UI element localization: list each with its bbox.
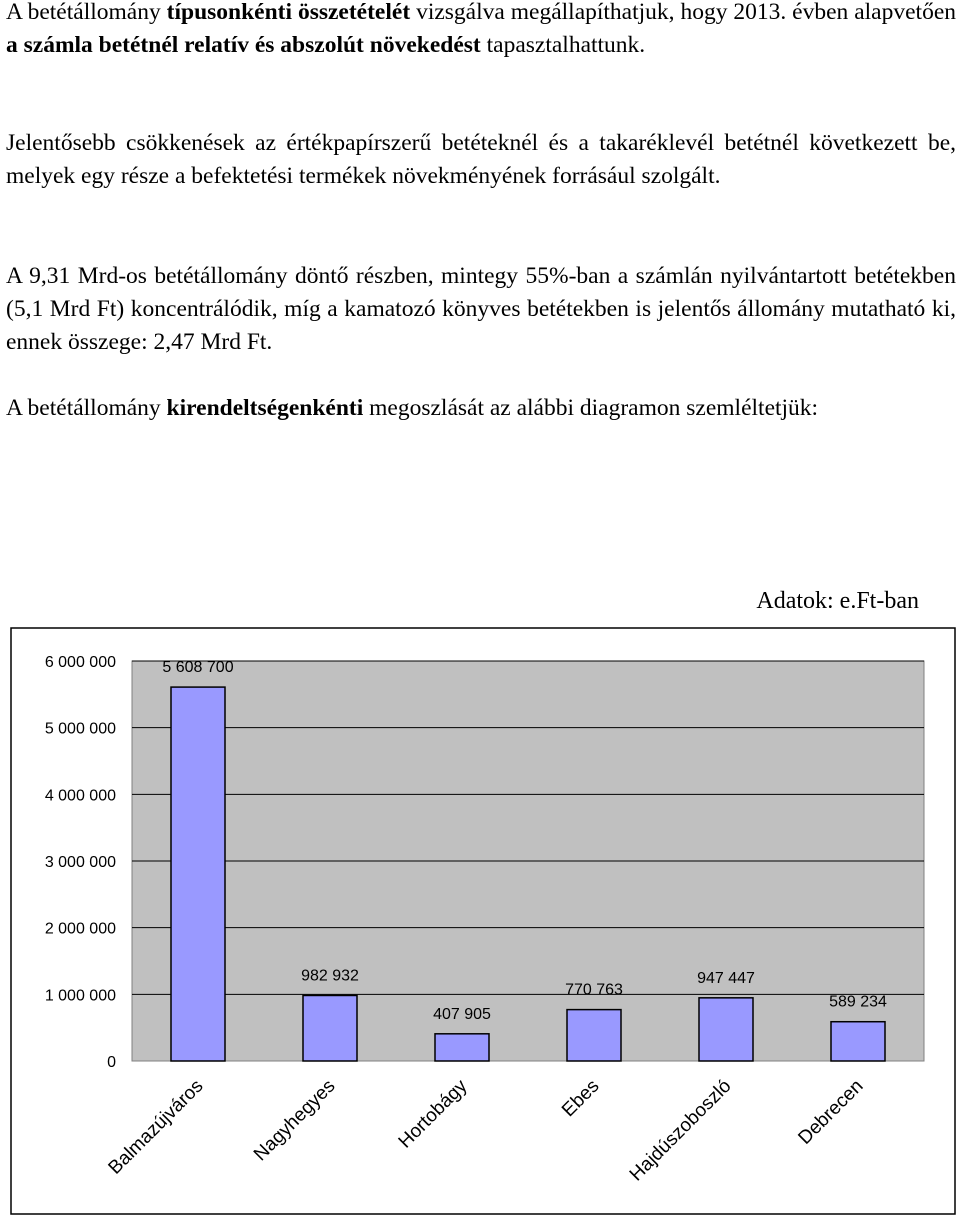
y-tick-label: 1 000 000 xyxy=(44,987,116,1005)
category-label: Nagyhegyes xyxy=(249,1075,340,1166)
bar xyxy=(831,1022,885,1061)
p1-run-3: a számla betétnél relatív és abszolút növekedést xyxy=(6,32,481,58)
bar xyxy=(699,998,753,1061)
y-tick-label: 6 000 000 xyxy=(44,654,116,671)
p4-run-0: A betétállomány xyxy=(6,395,167,421)
p2-run-0: Jelentősebb csökkenések az értékpapírszerű betéteknél és a takaréklevél betétnél következett be, melyek egy része a befektetési termékek növekményének forrásául szolgált. xyxy=(6,130,956,189)
category-label: Ebes xyxy=(558,1075,604,1122)
bar-value-label: 407 905 xyxy=(433,1005,491,1023)
category-label: Debrecen xyxy=(794,1075,868,1149)
p1-run-4: tapasztalhattunk. xyxy=(480,32,646,58)
p4-run-2: megoszlását az alábbi diagramon szemléltetjük: xyxy=(363,395,819,421)
bar xyxy=(303,995,357,1061)
bar xyxy=(435,1034,489,1061)
y-tick-label: 2 000 000 xyxy=(44,920,116,938)
y-tick-label: 5 000 000 xyxy=(44,720,116,738)
category-label: Balmazújváros xyxy=(104,1075,208,1179)
category-label: Hajdúszoboszló xyxy=(625,1075,736,1186)
p3-run-0: A 9,31 Mrd-os betétállomány döntő részben, mintegy 55%-ban a számlán nyilvántartott betétekben (5,1 Mrd Ft) koncentrálódik, míg a kamatozó könyves betétekben is jelentős állomány mutatható ki, ennek összege: 2,47 Mrd Ft. xyxy=(6,263,956,355)
bar-value-label: 947 447 xyxy=(697,969,755,987)
y-tick-label: 0 xyxy=(107,1054,116,1071)
p1-run-1: típusonkénti összetételét xyxy=(166,0,411,25)
p4-run-1: kirendeltségenkénti xyxy=(166,395,364,421)
y-tick-label: 3 000 000 xyxy=(44,854,116,871)
p1-run-0: A betétállomány xyxy=(6,0,167,25)
bar-value-label: 770 763 xyxy=(565,981,623,999)
chart-unit-note: Adatok: e.Ft-ban xyxy=(756,588,919,614)
p1-run-2: vizsgálva megállapíthatjuk, hogy 2013. évben alapvetően xyxy=(410,0,956,25)
bar xyxy=(171,687,225,1061)
bar-value-label: 5 608 700 xyxy=(162,659,234,677)
bar-value-label: 589 234 xyxy=(829,993,887,1011)
bar xyxy=(567,1010,621,1061)
y-tick-label: 4 000 000 xyxy=(44,787,116,805)
category-label: Hortobágy xyxy=(394,1075,472,1153)
bar-value-label: 982 932 xyxy=(301,967,359,985)
